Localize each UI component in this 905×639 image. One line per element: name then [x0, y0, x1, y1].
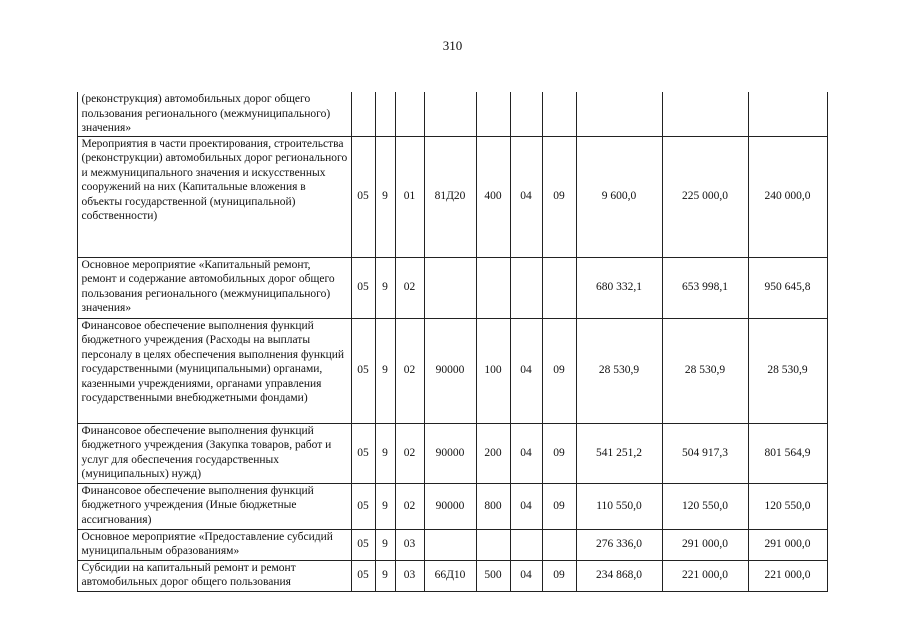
code-cell: 100: [476, 318, 510, 423]
amount-cell: 9 600,0: [576, 136, 662, 257]
code-cell: 02: [395, 318, 424, 423]
code-cell: 9: [375, 529, 395, 560]
budget-table: [48, 92, 828, 592]
amount-cell: 291 000,0: [662, 529, 748, 560]
code-cell: [510, 257, 542, 318]
code-cell: 04: [510, 483, 542, 529]
row-number-cell: [48, 560, 77, 591]
code-cell: 01: [395, 136, 424, 257]
code-cell: 09: [542, 483, 576, 529]
table-row: [48, 483, 827, 529]
row-number-cell: [48, 92, 77, 136]
code-cell: 02: [395, 423, 424, 483]
table-row: [48, 136, 827, 257]
code-cell: [476, 529, 510, 560]
expense-name-cell: Финансовое обеспечение выполнения функций бюджетного учреждения (Иные бюджетные ассигнования): [77, 483, 351, 529]
code-cell: [542, 529, 576, 560]
expense-name-cell: (реконструкция) автомобильных дорог общего пользования регионального (межмуниципального) значения»: [77, 92, 351, 136]
code-cell: [424, 529, 476, 560]
code-cell: 81Д20: [424, 136, 476, 257]
row-number-cell: [48, 136, 77, 257]
code-cell: 9: [375, 423, 395, 483]
amount-cell: [662, 92, 748, 136]
code-cell: [542, 92, 576, 136]
code-cell: 90000: [424, 483, 476, 529]
expense-name-cell: Субсидии на капитальный ремонт и ремонт автомобильных дорог общего пользования: [77, 560, 351, 591]
code-cell: 05: [351, 423, 375, 483]
table-body: [48, 92, 827, 591]
amount-cell: 240 000,0: [748, 136, 827, 257]
code-cell: [395, 92, 424, 136]
code-cell: 03: [395, 560, 424, 591]
row-number-cell: [48, 318, 77, 423]
code-cell: 05: [351, 483, 375, 529]
row-number-cell: [48, 423, 77, 483]
code-cell: [510, 92, 542, 136]
code-cell: 05: [351, 560, 375, 591]
code-cell: 90000: [424, 318, 476, 423]
table-row: [48, 92, 827, 136]
code-cell: 04: [510, 318, 542, 423]
code-cell: 800: [476, 483, 510, 529]
amount-cell: 291 000,0: [748, 529, 827, 560]
table-row: [48, 423, 827, 483]
code-cell: [510, 529, 542, 560]
amount-cell: [576, 92, 662, 136]
amount-cell: 120 550,0: [748, 483, 827, 529]
amount-cell: 221 000,0: [748, 560, 827, 591]
code-cell: 03: [395, 529, 424, 560]
row-number-cell: [48, 483, 77, 529]
code-cell: 400: [476, 136, 510, 257]
amount-cell: 120 550,0: [662, 483, 748, 529]
amount-cell: 653 998,1: [662, 257, 748, 318]
table-row: [48, 529, 827, 560]
amount-cell: [748, 92, 827, 136]
expense-name-cell: Мероприятия в части проектирования, строительства (реконструкции) автомобильных дорог регионального и межмуниципального значения и искусственных сооружений на них (Капитальные вложения в объекты государственной (муниципальной) собственности): [77, 136, 351, 257]
amount-cell: 225 000,0: [662, 136, 748, 257]
code-cell: 9: [375, 318, 395, 423]
code-cell: 04: [510, 560, 542, 591]
code-cell: 66Д10: [424, 560, 476, 591]
code-cell: 9: [375, 560, 395, 591]
amount-cell: 234 868,0: [576, 560, 662, 591]
amount-cell: 110 550,0: [576, 483, 662, 529]
code-cell: 09: [542, 318, 576, 423]
amount-cell: 504 917,3: [662, 423, 748, 483]
code-cell: 05: [351, 136, 375, 257]
expense-name-cell: Основное мероприятие «Капитальный ремонт, ремонт и содержание автомобильных дорог общего пользования регионального (межмуниципального) значения»: [77, 257, 351, 318]
code-cell: 02: [395, 483, 424, 529]
amount-cell: 28 530,9: [662, 318, 748, 423]
amount-cell: 541 251,2: [576, 423, 662, 483]
code-cell: 90000: [424, 423, 476, 483]
amount-cell: 28 530,9: [748, 318, 827, 423]
code-cell: [351, 92, 375, 136]
code-cell: 04: [510, 423, 542, 483]
amount-cell: 276 336,0: [576, 529, 662, 560]
table-row: [48, 257, 827, 318]
code-cell: [424, 257, 476, 318]
code-cell: 500: [476, 560, 510, 591]
code-cell: 9: [375, 136, 395, 257]
expense-name-cell: Финансовое обеспечение выполнения функций бюджетного учреждения (Расходы на выплаты персоналу в целях обеспечения выполнения функций государственными (муниципальными) органами, казенными учреждениями, органами управления государственными внебюджетными фондами): [77, 318, 351, 423]
code-cell: 09: [542, 136, 576, 257]
amount-cell: 801 564,9: [748, 423, 827, 483]
amount-cell: 950 645,8: [748, 257, 827, 318]
code-cell: 02: [395, 257, 424, 318]
code-cell: 05: [351, 529, 375, 560]
table-row: [48, 560, 827, 591]
expense-name-cell: Основное мероприятие «Предоставление субсидий муниципальным образованиям»: [77, 529, 351, 560]
code-cell: 05: [351, 257, 375, 318]
amount-cell: 28 530,9: [576, 318, 662, 423]
code-cell: 9: [375, 483, 395, 529]
code-cell: 04: [510, 136, 542, 257]
table-row: [48, 318, 827, 423]
expense-name-cell: Финансовое обеспечение выполнения функций бюджетного учреждения (Закупка товаров, работ и услуг для обеспечения государственных (муниципальных) нужд): [77, 423, 351, 483]
code-cell: [424, 92, 476, 136]
code-cell: 9: [375, 257, 395, 318]
code-cell: [476, 257, 510, 318]
row-number-cell: [48, 529, 77, 560]
code-cell: [476, 92, 510, 136]
amount-cell: 680 332,1: [576, 257, 662, 318]
code-cell: 09: [542, 423, 576, 483]
code-cell: [542, 257, 576, 318]
code-cell: 05: [351, 318, 375, 423]
page-number: 310: [442, 38, 463, 53]
row-number-cell: [48, 257, 77, 318]
code-cell: 09: [542, 560, 576, 591]
code-cell: 200: [476, 423, 510, 483]
amount-cell: 221 000,0: [662, 560, 748, 591]
code-cell: [375, 92, 395, 136]
